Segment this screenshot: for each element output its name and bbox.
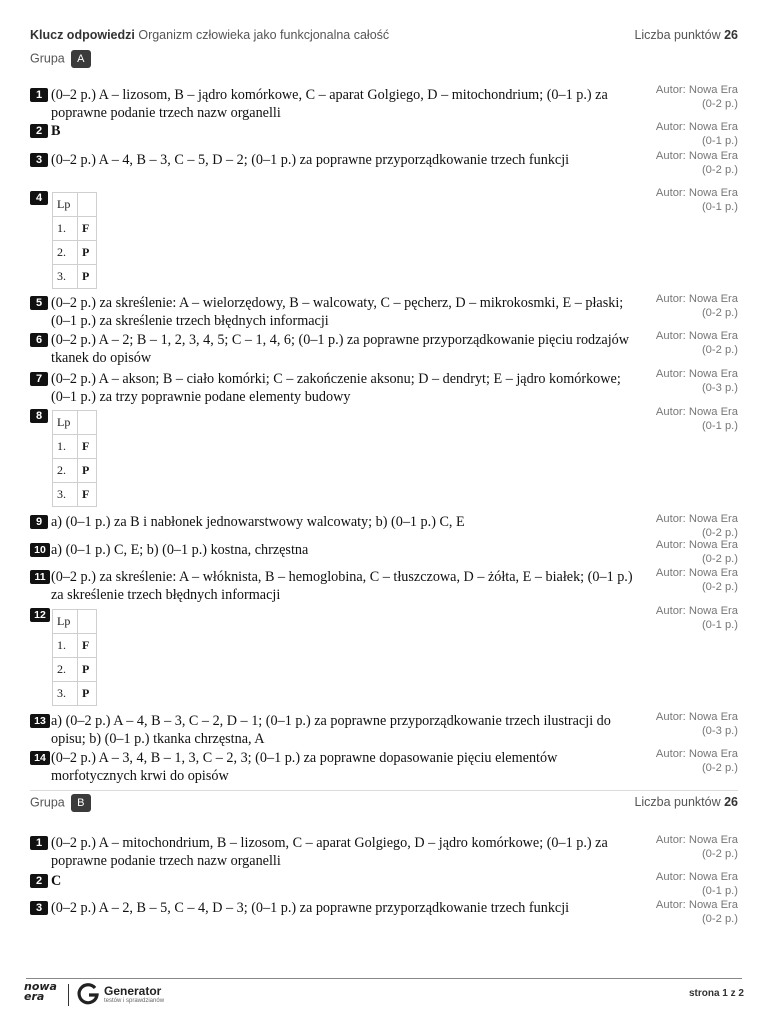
answer-a7: [30, 370, 640, 406]
question-number: 6: [30, 333, 48, 347]
question-number: 1: [30, 836, 48, 850]
author-a1: Autor: Nowa Era (0-2 p.): [655, 84, 738, 110]
answer-text: C: [51, 873, 62, 889]
answer-text: a) (0–1 p.) za B i nabłonek jednowarstwowy walcowaty; b) (0–1 p.) C, E: [51, 514, 465, 530]
question-number: 9: [30, 515, 48, 529]
answer-a2: [30, 122, 640, 140]
author-a12: Autor: Nowa Era (0-1 p.): [655, 605, 738, 631]
true-false-table: Lp 1. F 2. P 3. P: [52, 609, 97, 706]
answer-text: (0–2 p.) za skreślenie: A – wielorzędowy, B – walcowaty, C – pęcherz, D – mikrokosmki, E – płaski; (0–1 p.) za skreślenie trzech błędnych informacji: [51, 295, 624, 329]
answer-a13: [30, 712, 640, 748]
true-false-table: Lp 1. F 2. P 3. F: [52, 410, 97, 507]
author-b2: Autor: Nowa Era (0-1 p.): [655, 871, 738, 897]
question-number: 2: [30, 124, 48, 138]
question-number: 13: [30, 714, 50, 728]
question-number: 12: [30, 608, 50, 622]
answer-a11: [30, 568, 640, 604]
answer-text: (0–2 p.) A – 4, B – 3, C – 5, D – 2; (0–1 p.) za poprawne przyporządkowanie trzech funkcji: [51, 152, 570, 168]
answer-b1: [30, 834, 640, 870]
total-points: Liczba punktów 26: [634, 28, 738, 42]
question-number: 3: [30, 153, 48, 167]
answer-b3: [30, 899, 640, 917]
doc-title: Organizm człowieka jako funkcjonalna całość: [138, 28, 390, 42]
author-a5: Autor: Nowa Era (0-2 p.): [655, 293, 738, 319]
answer-text: (0–2 p.) za skreślenie: A – włóknista, B – hemoglobina, C – tłuszczowa, D – żółta, E – białek; (0–1 p.) za skreślenie trzech błędnych informacji: [51, 569, 633, 603]
question-number: 2: [30, 874, 48, 888]
generator-logo-icon: [76, 982, 100, 1011]
answer-text: (0–2 p.) A – lizosom, B – jądro komórkowe, C – aparat Golgiego, D – mitochondrium; (0–1 p.) za poprawne podanie trzech nazw organelli: [51, 87, 608, 121]
question-number: 11: [30, 570, 50, 584]
group-b-points: Liczba punktów 26: [634, 795, 738, 809]
answer-text: (0–2 p.) A – 2, B – 5, C – 4, D – 3; (0–1 p.) za poprawne przyporządkowanie trzech funkcji: [51, 900, 570, 916]
generator-title: Generator: [104, 984, 162, 998]
author-a7: Autor: Nowa Era (0-3 p.): [655, 368, 738, 394]
author-a2: Autor: Nowa Era (0-1 p.): [655, 121, 738, 147]
answer-text: (0–2 p.) A – mitochondrium, B – lizosom, C – aparat Golgiego, D – jądro komórkowe; (0–1 p.) za poprawne podanie trzech nazw organelli: [51, 835, 608, 869]
author-a8: Autor: Nowa Era (0-1 p.): [655, 406, 738, 432]
question-number: 10: [30, 543, 50, 557]
group-a-badge: A: [71, 50, 91, 68]
generator-subtitle: testów i sprawdzianów: [104, 998, 165, 1004]
answer-text: a) (0–1 p.) C, E; b) (0–1 p.) kostna, chrzęstna: [51, 542, 309, 558]
answer-text: B: [51, 123, 61, 139]
answer-a5: [30, 294, 640, 330]
answer-a6: [30, 331, 640, 367]
answer-text: (0–2 p.) A – 3, 4, B – 1, 3, C – 2, 3; (0–1 p.) za poprawne dopasowanie pięciu elementów morfotycznych krwi do opisów: [51, 750, 558, 784]
nowa-era-logo: nowa era: [24, 980, 57, 1003]
question-number: 4: [30, 191, 48, 205]
answer-a14: [30, 749, 640, 785]
author-a13: Autor: Nowa Era (0-3 p.): [655, 711, 738, 737]
question-number: 7: [30, 372, 48, 386]
question-number: 8: [30, 409, 48, 423]
author-b1: Autor: Nowa Era (0-2 p.): [655, 834, 738, 860]
answer-a9: [30, 513, 640, 531]
answer-a10: [30, 541, 640, 559]
logo-divider: [68, 984, 69, 1006]
document-header: [30, 28, 738, 48]
page-number: strona 1 z 2: [688, 988, 744, 999]
answer-a3: [30, 151, 640, 169]
question-number: 1: [30, 88, 48, 102]
answer-a1: [30, 86, 640, 122]
author-b3: Autor: Nowa Era (0-2 p.): [655, 899, 738, 925]
author-a11: Autor: Nowa Era (0-2 p.): [655, 567, 738, 593]
answer-text: (0–2 p.) A – 2; B – 1, 2, 3, 4, 5; C – 1, 4, 6; (0–1 p.) za poprawne przyporządkowanie pięciu rodzajów tkanek do opisów: [51, 332, 630, 366]
author-a9: Autor: Nowa Era (0-2 p.): [655, 513, 738, 539]
group-a-label: Grupa A: [30, 50, 91, 70]
question-number: 5: [30, 296, 48, 310]
answer-b2: [30, 872, 640, 890]
answer-text: (0–2 p.) A – akson; B – ciało komórki; C – zakończenie aksonu; D – dendryt; E – jądro komórkowe; (0–1 p.) za trzy poprawnie podane elementy budowy: [51, 371, 621, 405]
group-b-badge: B: [71, 794, 91, 812]
author-a3: Autor: Nowa Era (0-2 p.): [655, 150, 738, 176]
author-a14: Autor: Nowa Era (0-2 p.): [655, 748, 738, 774]
question-number: 3: [30, 901, 48, 915]
doc-type: Klucz odpowiedzi: [30, 28, 135, 42]
footer-divider: [26, 978, 742, 979]
true-false-table: Lp 1. F 2. P 3. P: [52, 192, 97, 289]
question-number: 14: [30, 751, 50, 765]
author-a6: Autor: Nowa Era (0-2 p.): [655, 330, 738, 356]
answer-text: a) (0–2 p.) A – 4, B – 3, C – 2, D – 1; (0–1 p.) za poprawne przyporządkowanie trzech ilustracji do opisu; b) (0–1 p.) tkanka chrzęstna, A: [51, 713, 611, 747]
author-a10: Autor: Nowa Era (0-2 p.): [655, 539, 738, 565]
group-separator: [30, 790, 738, 791]
group-b-label: Grupa B: [30, 794, 91, 814]
author-a4: Autor: Nowa Era (0-1 p.): [655, 187, 738, 213]
